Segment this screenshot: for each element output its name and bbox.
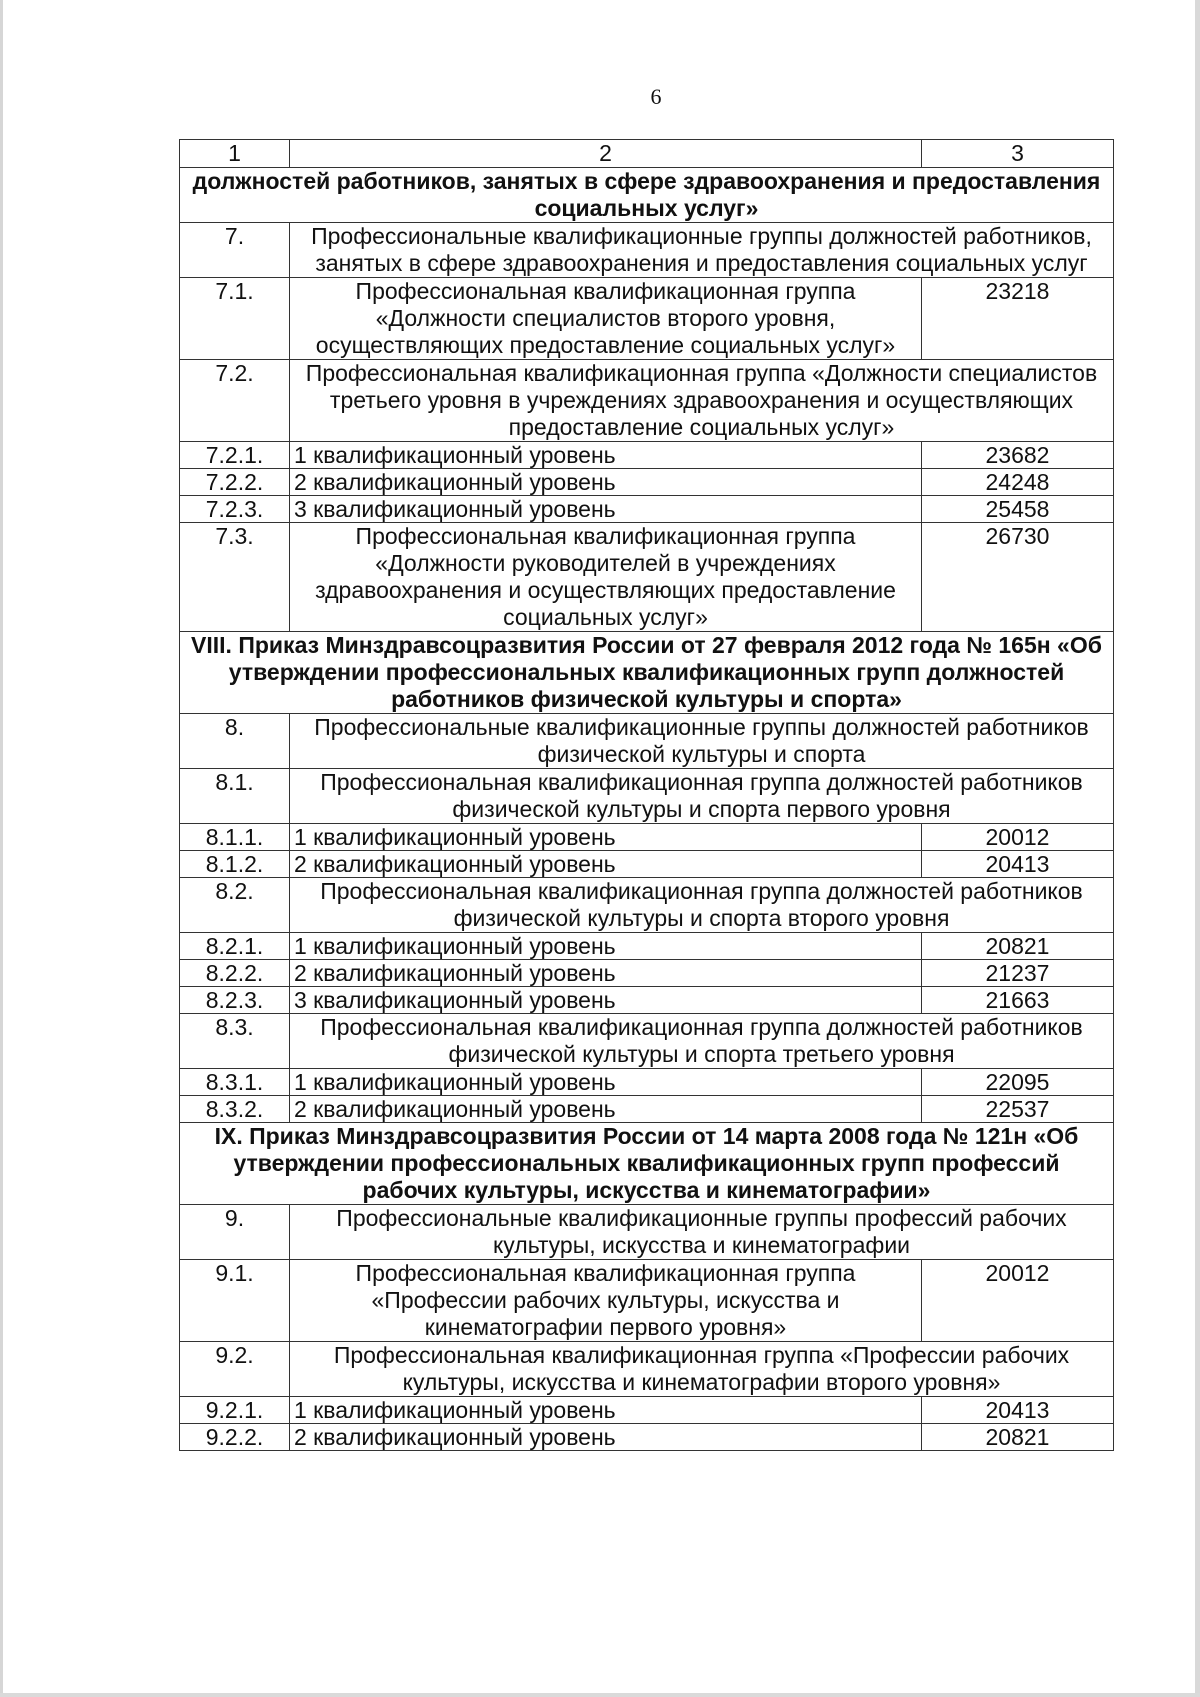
group-row: [180, 1205, 1114, 1260]
level-row: [180, 987, 1114, 1014]
row-value: 26730: [922, 523, 1114, 632]
row-number: 7.2.2.: [180, 469, 290, 496]
row-title: 1 квалификационный уровень: [290, 1069, 922, 1096]
row-number: 8.2.1.: [180, 933, 290, 960]
row-title: 1 квалификационный уровень: [290, 933, 922, 960]
row-value: 21237: [922, 960, 1114, 987]
row-number: 7.: [180, 223, 290, 278]
row-value: 24248: [922, 469, 1114, 496]
row-number: 8.1.: [180, 769, 290, 824]
page-edge-left: [0, 0, 3, 1697]
row-number: 9.2.1.: [180, 1397, 290, 1424]
row-number: 8.3.1.: [180, 1069, 290, 1096]
row-number: 7.2.1.: [180, 442, 290, 469]
row-number: 8.3.2.: [180, 1096, 290, 1123]
page-number: 6: [650, 84, 662, 109]
level-row: [180, 1424, 1114, 1451]
row-title: 2 квалификационный уровень: [290, 960, 922, 987]
group-row: [180, 278, 1114, 360]
row-value: 20012: [922, 1260, 1114, 1342]
row-value: 22095: [922, 1069, 1114, 1096]
level-row: [180, 851, 1114, 878]
section-row: [180, 632, 1114, 714]
row-value: 20413: [922, 851, 1114, 878]
row-title: Профессиональная квалификационная группа «Должности специалистов второго уровня, осуществляющих предоставление социальных услуг»: [290, 278, 922, 360]
row-title: Профессиональные квалификационные группы должностей работников физической культуры и спорта: [290, 714, 1114, 769]
section-vii-tail: должностей работников, занятых в сфере здравоохранения и предоставления социальных услуг»: [180, 168, 1114, 223]
row-value: 20012: [922, 824, 1114, 851]
group-row: [180, 523, 1114, 632]
section-viii-heading: VIII. Приказ Минздравсоцразвития России от 27 февраля 2012 года № 165н «Об утверждении профессиональных квалификационных групп должностей работников физической культуры и спорта»: [180, 632, 1114, 714]
header-col-3: 3: [922, 140, 1114, 168]
group-row: [180, 223, 1114, 278]
row-title: Профессиональная квалификационная группа «Должности руководителей в учреждениях здравоохранения и осуществляющих предоставление социальных услуг»: [290, 523, 922, 632]
row-number: 9.2.: [180, 1342, 290, 1397]
row-title: 1 квалификационный уровень: [290, 1397, 922, 1424]
level-row: [180, 960, 1114, 987]
group-row: [180, 1260, 1114, 1342]
group-row: [180, 1014, 1114, 1069]
group-row: [180, 714, 1114, 769]
row-number: 9.1.: [180, 1260, 290, 1342]
level-row: [180, 1069, 1114, 1096]
row-number: 9.: [180, 1205, 290, 1260]
section-row: [180, 1123, 1114, 1205]
page-edge-bottom: [0, 1693, 1200, 1697]
row-number: 8.1.2.: [180, 851, 290, 878]
group-row: [180, 1342, 1114, 1397]
header-row: [180, 140, 1114, 168]
level-row: [180, 496, 1114, 523]
row-value: 20413: [922, 1397, 1114, 1424]
header-col-1: 1: [180, 140, 290, 168]
row-value: 22537: [922, 1096, 1114, 1123]
row-title: 2 квалификационный уровень: [290, 469, 922, 496]
row-value: 23218: [922, 278, 1114, 360]
row-title: Профессиональные квалификационные группы профессий рабочих культуры, искусства и кинематографии: [290, 1205, 1114, 1260]
row-number: 8.3.: [180, 1014, 290, 1069]
section-ix-heading: IX. Приказ Минздравсоцразвития России от 14 марта 2008 года № 121н «Об утверждении профессиональных квалификационных групп профессий рабочих культуры, искусства и кинематографии»: [180, 1123, 1114, 1205]
row-number: 8.2.2.: [180, 960, 290, 987]
row-value: 20821: [922, 1424, 1114, 1451]
salary-table: [179, 139, 1114, 1451]
row-value: 20821: [922, 933, 1114, 960]
row-title: 1 квалификационный уровень: [290, 824, 922, 851]
section-row: [180, 168, 1114, 223]
group-row: [180, 360, 1114, 442]
row-title: Профессиональная квалификационная группа должностей работников физической культуры и спорта третьего уровня: [290, 1014, 1114, 1069]
header-col-2: 2: [290, 140, 922, 168]
row-number: 8.: [180, 714, 290, 769]
level-row: [180, 442, 1114, 469]
row-number: 8.2.: [180, 878, 290, 933]
row-title: Профессиональная квалификационная группа должностей работников физической культуры и спорта первого уровня: [290, 769, 1114, 824]
level-row: [180, 1397, 1114, 1424]
row-number: 8.2.3.: [180, 987, 290, 1014]
row-value: 21663: [922, 987, 1114, 1014]
group-row: [180, 878, 1114, 933]
row-title: Профессиональная квалификационная группа должностей работников физической культуры и спорта второго уровня: [290, 878, 1114, 933]
row-number: 9.2.2.: [180, 1424, 290, 1451]
row-number: 7.3.: [180, 523, 290, 632]
page-edge-right: [1195, 0, 1200, 1697]
level-row: [180, 824, 1114, 851]
row-title: 1 квалификационный уровень: [290, 442, 922, 469]
level-row: [180, 1096, 1114, 1123]
row-number: 7.1.: [180, 278, 290, 360]
row-number: 7.2.3.: [180, 496, 290, 523]
row-value: 23682: [922, 442, 1114, 469]
row-title: 2 квалификационный уровень: [290, 1424, 922, 1451]
level-row: [180, 469, 1114, 496]
row-title: Профессиональная квалификационная группа «Профессии рабочих культуры, искусства и кинематографии второго уровня»: [290, 1342, 1114, 1397]
row-title: Профессиональные квалификационные группы должностей работников, занятых в сфере здравоохранения и предоставления социальных услуг: [290, 223, 1114, 278]
row-title: Профессиональная квалификационная группа «Должности специалистов третьего уровня в учреждениях здравоохранения и осуществляющих предоставление социальных услуг»: [290, 360, 1114, 442]
row-title: 2 квалификационный уровень: [290, 851, 922, 878]
row-title: 2 квалификационный уровень: [290, 1096, 922, 1123]
row-title: Профессиональная квалификационная группа «Профессии рабочих культуры, искусства и кинематографии первого уровня»: [290, 1260, 922, 1342]
group-row: [180, 769, 1114, 824]
level-row: [180, 933, 1114, 960]
row-title: 3 квалификационный уровень: [290, 987, 922, 1014]
row-number: 7.2.: [180, 360, 290, 442]
row-title: 3 квалификационный уровень: [290, 496, 922, 523]
row-number: 8.1.1.: [180, 824, 290, 851]
row-value: 25458: [922, 496, 1114, 523]
